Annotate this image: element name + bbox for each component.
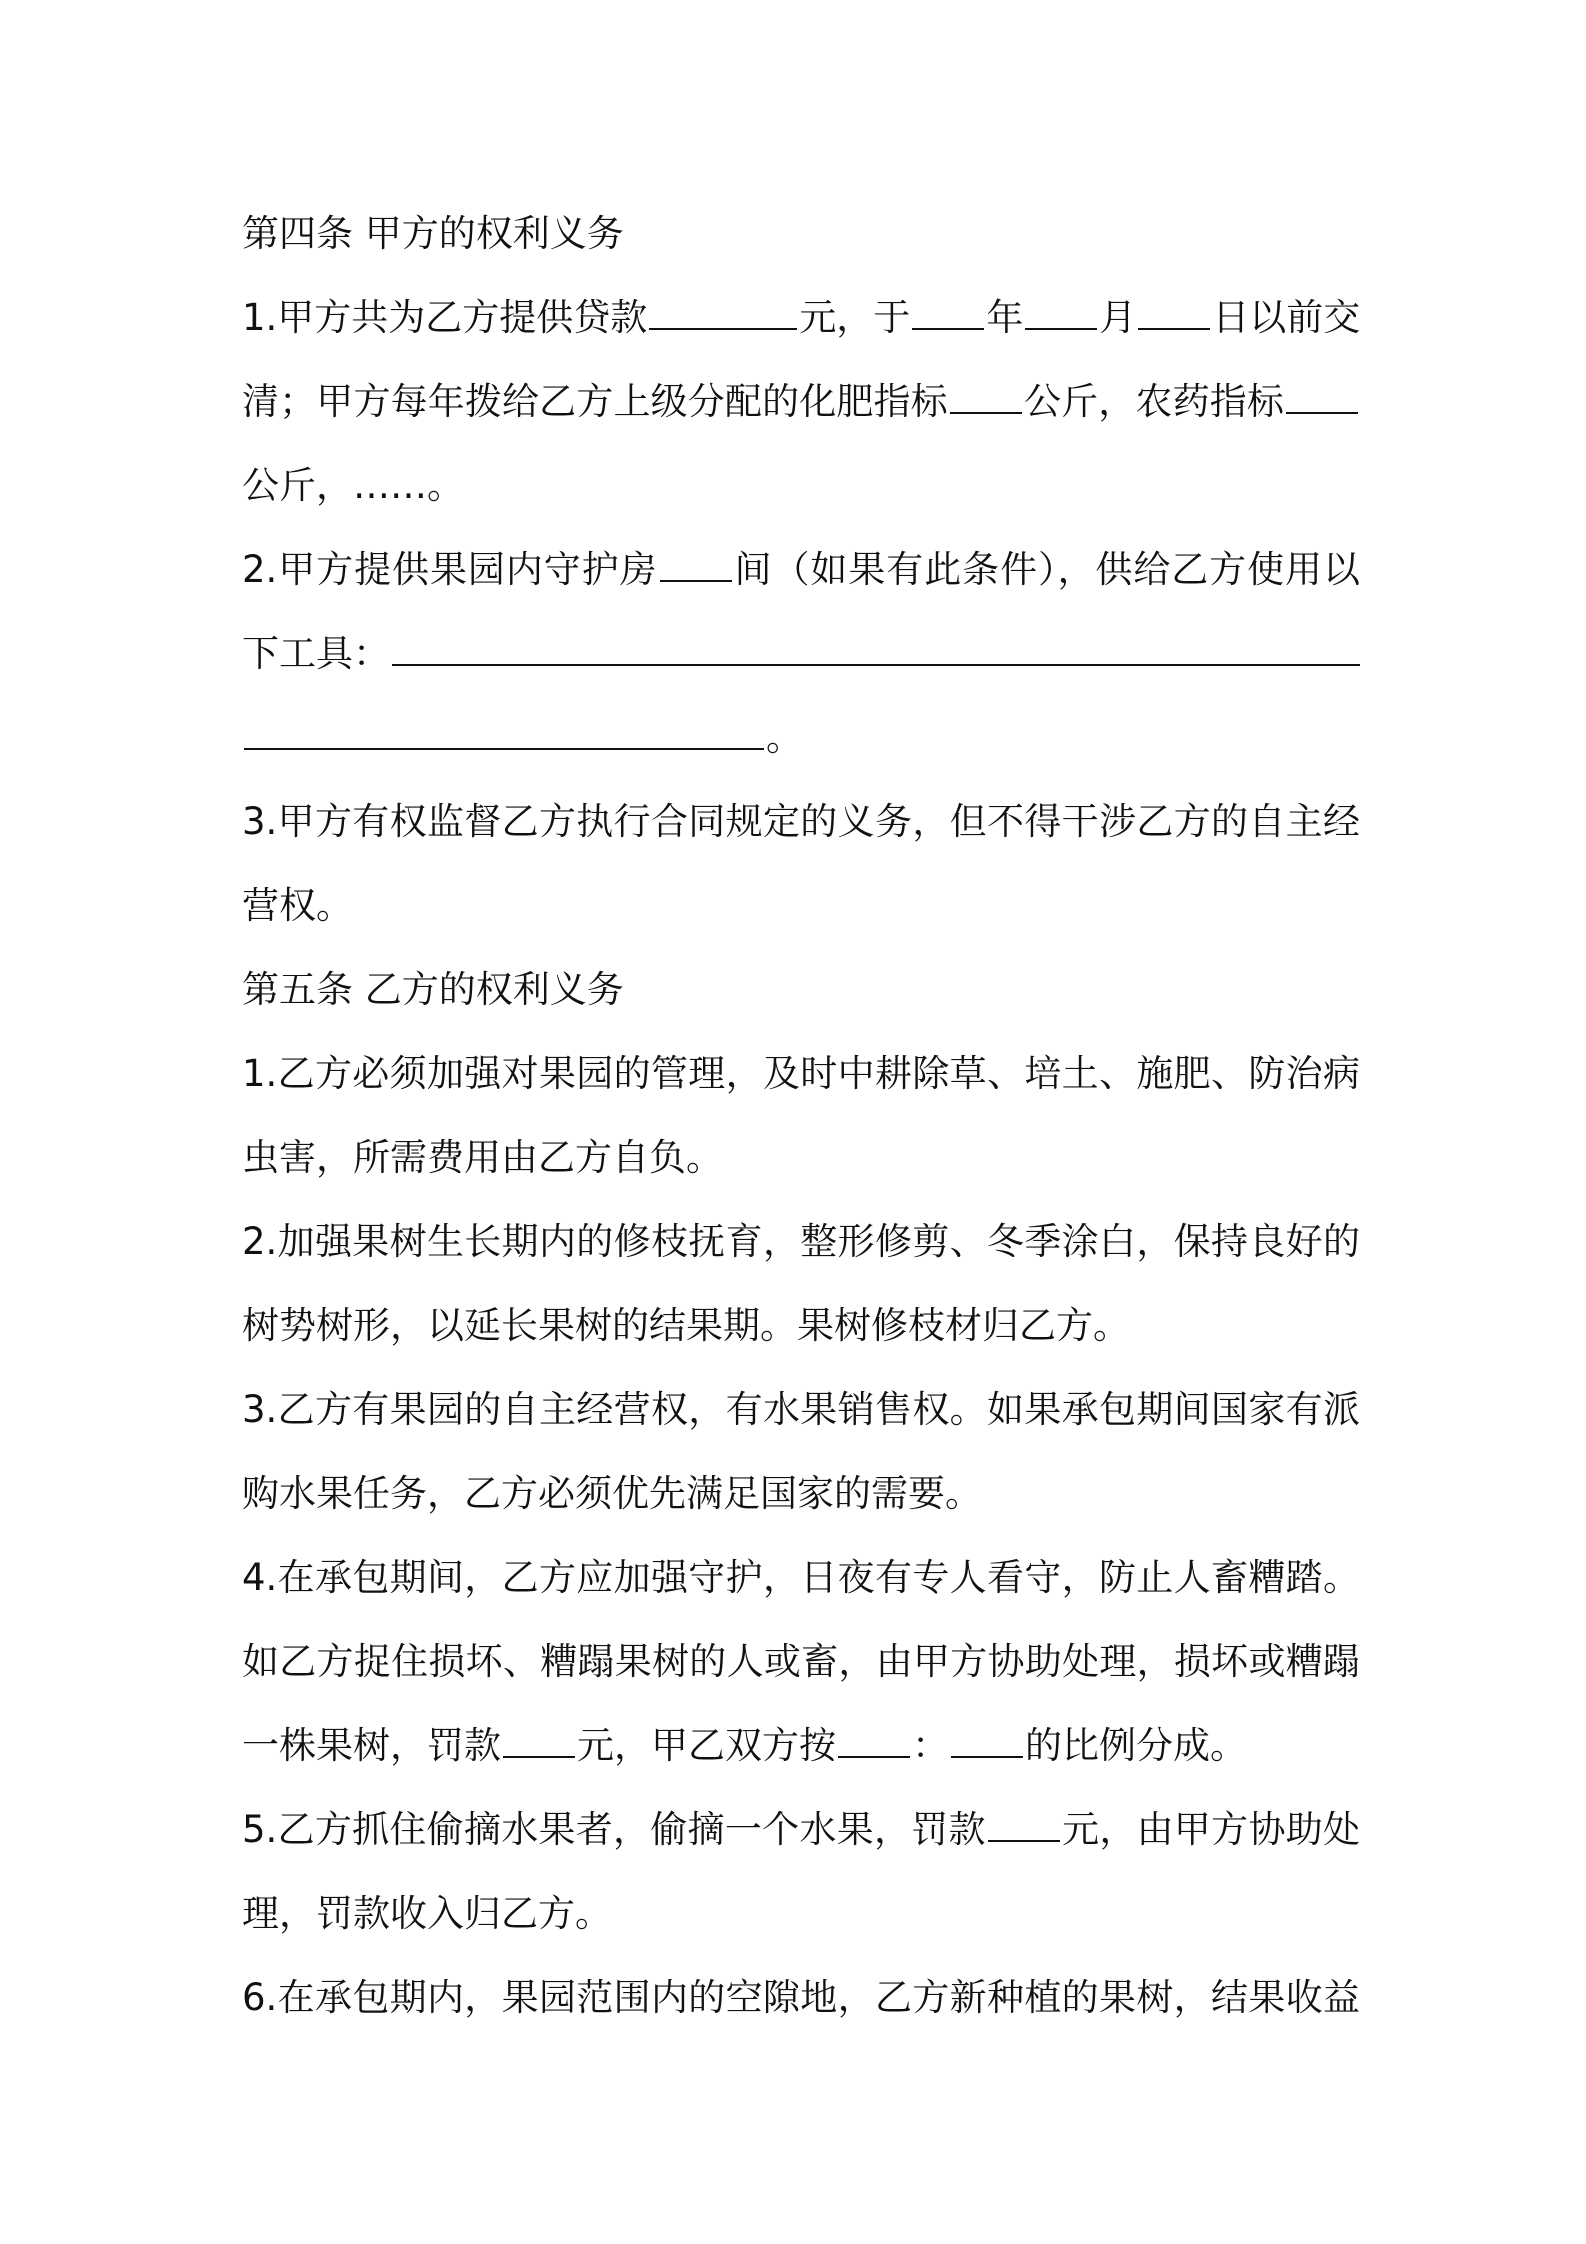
article-4-item-3-line-1: 3.甲方有权监督乙方执行合同规定的义务，但不得干涉乙方的自主经 (242, 800, 1360, 843)
article-4-item-1-line-3: 公斤，……。 (242, 464, 464, 507)
fill-blank[interactable] (244, 712, 764, 750)
fill-blank[interactable] (503, 1720, 575, 1758)
article-4-item-2-line-1: 2.甲方提供果园内守护房 间（如果有此条件），供给乙方使用以 (242, 528, 1360, 612)
article-5-item-3-line-2: 购水果任务，乙方必须优先满足国家的需要。 (242, 1472, 982, 1515)
fill-blank[interactable] (392, 628, 1360, 666)
article-4-item-1-line-1: 1.甲方共为乙方提供贷款 元，于 年 月 日以前交 (242, 276, 1360, 360)
fill-blank[interactable] (649, 292, 797, 330)
fill-blank[interactable] (838, 1720, 910, 1758)
article-5-item-4-line-2: 如乙方捉住损坏、糟蹋果树的人或畜，由甲方协助处理，损坏或糟蹋 (242, 1640, 1360, 1683)
article-5-item-4-line-3: 一株果树，罚款 元，甲乙双方按 ： 的比例分成。 (242, 1704, 1360, 1788)
article-4-item-1-line-2: 清；甲方每年拨给乙方上级分配的化肥指标 公斤，农药指标 (242, 360, 1360, 444)
article-5-item-5-line-1: 5.乙方抓住偷摘水果者，偷摘一个水果，罚款 元，由甲方协助处 (242, 1788, 1360, 1872)
fill-blank[interactable] (950, 376, 1022, 414)
article-5-item-6-line-1: 6.在承包期内，果园范围内的空隙地，乙方新种植的果树，结果收益 (242, 1976, 1360, 2019)
article-4-heading: 第四条 甲方的权利义务 (242, 212, 624, 255)
article-5-item-4-line-1: 4.在承包期间，乙方应加强守护，日夜有专人看守，防止人畜糟踏。 (242, 1556, 1360, 1599)
fill-blank[interactable] (1025, 292, 1097, 330)
fill-blank[interactable] (1286, 376, 1358, 414)
article-4-item-3-line-2: 营权。 (242, 884, 353, 927)
article-5-heading: 第五条 乙方的权利义务 (242, 968, 624, 1011)
article-4-item-2-line-3: 。 (242, 696, 1360, 780)
contract-body (242, 192, 1360, 2040)
fill-blank[interactable] (988, 1804, 1060, 1842)
fill-blank[interactable] (912, 292, 984, 330)
article-5-item-5-line-2: 理，罚款收入归乙方。 (242, 1892, 612, 1935)
article-5-item-3-line-1: 3.乙方有果园的自主经营权，有水果销售权。如果承包期间国家有派 (242, 1388, 1360, 1431)
article-5-item-1-line-2: 虫害，所需费用由乙方自负。 (242, 1136, 723, 1179)
article-5-item-1-line-1: 1.乙方必须加强对果园的管理，及时中耕除草、培土、施肥、防治病 (242, 1052, 1360, 1095)
fill-blank[interactable] (1138, 292, 1210, 330)
article-5-item-2-line-2: 树势树形，以延长果树的结果期。果树修枝材归乙方。 (242, 1304, 1130, 1347)
fill-blank[interactable] (660, 544, 732, 582)
article-4-item-2-line-2: 下工具： (242, 612, 1360, 696)
article-5-item-2-line-1: 2.加强果树生长期内的修枝抚育，整形修剪、冬季涂白，保持良好的 (242, 1220, 1360, 1263)
fill-blank[interactable] (951, 1720, 1023, 1758)
